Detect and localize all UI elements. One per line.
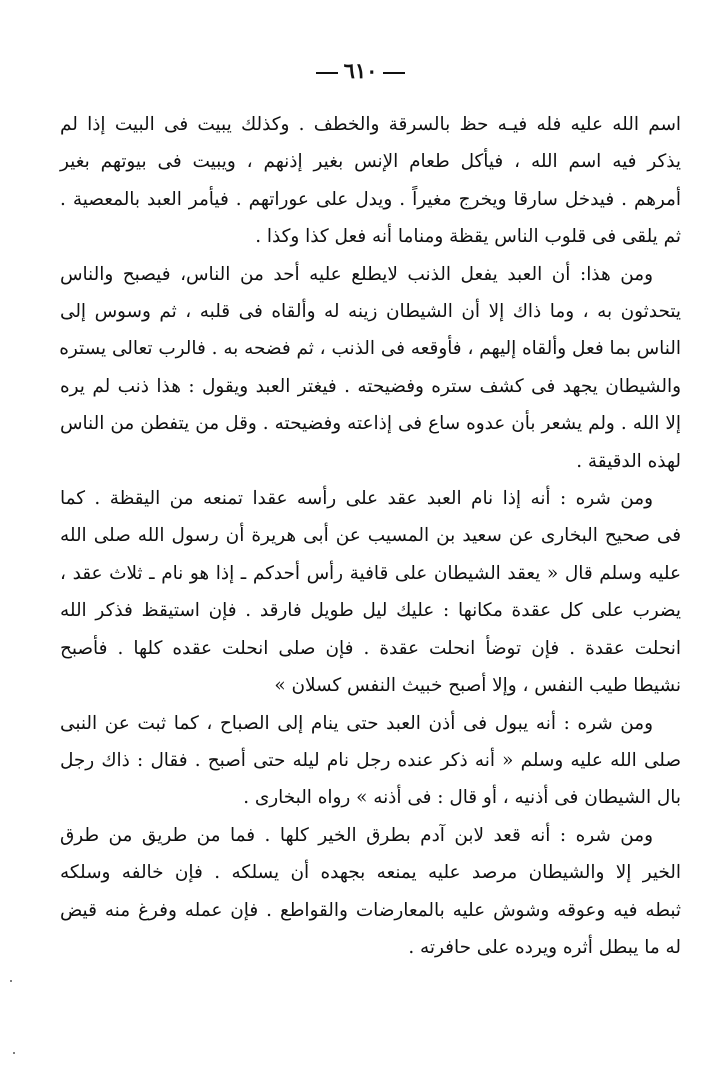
scan-speck — [10, 980, 12, 982]
text-line: والشيطان يجهد فى كشف ستره وفضيحته . فيغتر العبد ويقول : هذا ذنب لم يره — [60, 375, 681, 397]
text-line: فى صحيح البخارى عن سعيد بن المسيب عن أبى هريرة أن رسول الله صلى الله — [60, 525, 681, 547]
paragraph — [60, 817, 681, 967]
page-number-dash-right — [383, 72, 405, 74]
paragraph — [60, 480, 681, 704]
paragraph — [60, 256, 681, 480]
text-line: بال الشيطان فى أذنيه ، أو قال : فى أذنه » رواه البخارى . — [243, 787, 681, 809]
text-line: يضرب على كل عقدة مكانها : عليك ليل طويل فارقد . فإن استيقظ فذكر الله — [60, 600, 681, 622]
text-line: الناس بما فعل وألقاه إليهم ، فأوقعه فى الذنب ، ثم فضحه به . فالرب تعالى يستره — [59, 338, 681, 360]
page-body — [60, 106, 681, 966]
text-line: ثبطه فيه وعوقه وشوش عليه بالمعارضات والقواطع . فإن عمله وفرغ منه قيض — [60, 899, 681, 921]
scan-speck — [13, 1052, 15, 1054]
text-line: ومن هذا: أن العبد يفعل الذنب لايطلع عليه أحد من الناس، فيصبح والناس — [60, 263, 653, 285]
text-line: ومن شره : أنه قعد لابن آدم بطرق الخير كلها . فما من طريق من طرق — [60, 824, 653, 846]
text-line: إلا الله . ولم يشعر بأن عدوه ساع فى إذاعته وفضيحته . وقل من يتفطن من الناس — [60, 413, 681, 435]
text-line: له ما يبطل أثره ويرده على حافرته . — [408, 936, 681, 958]
text-line: ومن شره : أنه يبول فى أذن العبد حتى ينام إلى الصباح ، كما ثبت عن النبى — [60, 712, 653, 734]
text-line: يذكر فيه اسم الله ، فيأكل طعام الإنس بغير إذنهم ، ويبيت فى بيوتهم بغير — [60, 151, 681, 173]
text-line: لهذه الدقيقة . — [576, 450, 681, 472]
text-line: يتحدثون به ، وما ذاك إلا أن الشيطان زينه له وألقاه فى قلبه ، ثم وسوس إلى — [60, 301, 681, 323]
page-number-dash-left — [316, 72, 338, 74]
page-number-text: ٦١٠ — [343, 58, 378, 83]
paragraph — [60, 705, 681, 817]
text-line: صلى الله عليه وسلم « أنه ذكر عنده رجل نام ليله حتى أصبح . فقال : ذاك رجل — [60, 749, 681, 771]
text-line: انحلت عقدة . فإن توضأ انحلت عقدة . فإن صلى انحلت عقده كلها . فأصبح — [60, 637, 681, 659]
page-number — [0, 58, 721, 83]
text-line: أمرهم . فيدخل سارقا ويخرج مغيراً . ويدل على عوراتهم . فيأمر العبد بالمعصية . — [60, 188, 681, 210]
text-line: عليه وسلم قال « يعقد الشيطان على قافية رأس أحدكم ـ إذا هو نام ـ ثلاث عقد ، — [60, 562, 681, 584]
text-line: الخير إلا والشيطان مرصد عليه يمنعه بجهده أن يسلكه . فإن خالفه وسلكه — [60, 862, 682, 884]
text-line: ثم يلقى فى قلوب الناس يقظة ومناما أنه فعل كذا وكذا . — [255, 226, 681, 248]
text-line: نشيطا طيب النفس ، وإلا أصبح خبيث النفس كسلان » — [274, 675, 681, 697]
text-line: ومن شره : أنه إذا نام العبد عقد على رأسه عقدا تمنعه من اليقظة . كما — [60, 488, 653, 510]
paragraph — [60, 106, 681, 256]
text-line: اسم الله عليه فله فيـه حظ بالسرقة والخطف . وكذلك يبيت فى البيت إذا لم — [60, 114, 681, 135]
